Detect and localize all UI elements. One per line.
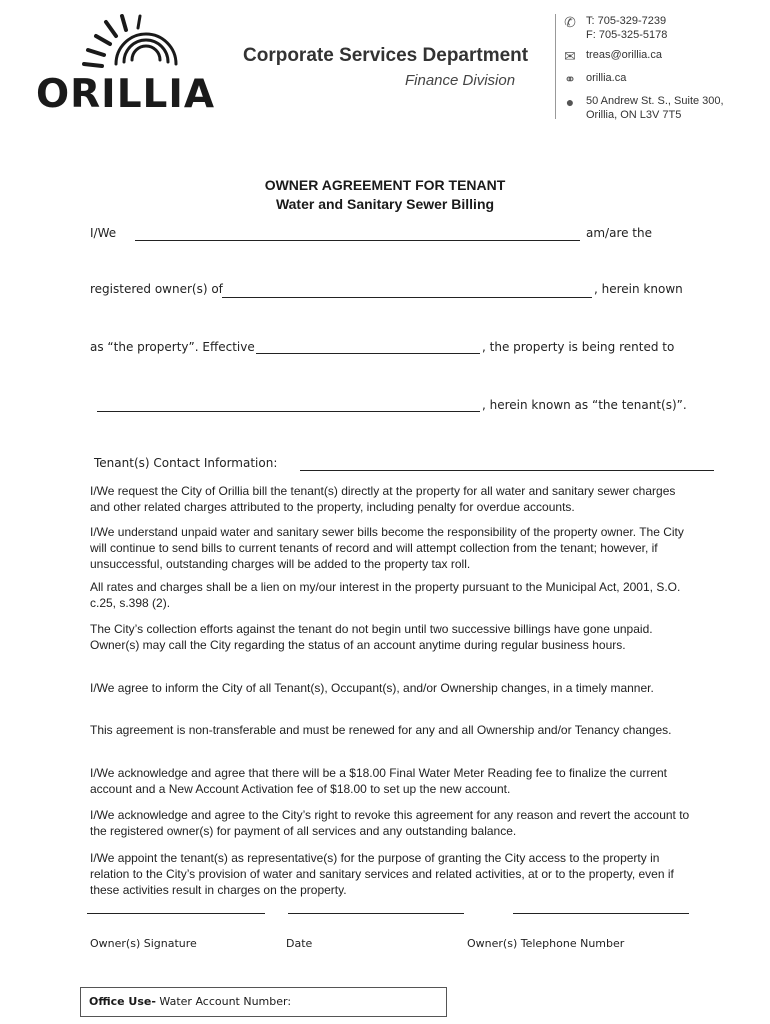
amare-label: am/are the — [586, 226, 652, 240]
form-subtitle: Water and Sanitary Sewer Billing — [275, 196, 495, 212]
registered-owner-label: registered owner(s) of — [90, 282, 223, 296]
being-rented-label: , the property is being rented to — [482, 340, 675, 354]
iwe-label: I/We — [90, 226, 117, 240]
paragraph-unpaid-bills: I/We understand unpaid water and sanitary sewer bills become the responsibility of the property owner. The City will continue to send bills to current tenants of record and will attempt collection from the tenant; however, if unsuccessful, outstanding charges will be added to the property tax roll. — [90, 525, 684, 571]
email-icon: ✉ — [564, 48, 576, 64]
location-pin-icon: ● — [565, 94, 575, 110]
division-title: Finance Division — [405, 72, 516, 89]
contact-email-row — [562, 48, 762, 65]
globe-icon: ⚭ — [564, 71, 576, 87]
owner-phone-label: Owner(s) Telephone Number — [467, 937, 625, 950]
date-label: Date — [286, 937, 313, 950]
email-address: treas@orillia.ca — [586, 49, 662, 61]
paragraph-fees: I/We acknowledge and agree that there will be a $18.00 Final Water Meter Reading fee to finalize the current account and a New Account Activation fee of $18.00 to set up the new account. — [90, 766, 667, 796]
water-account-label: Water Account Number: — [155, 995, 292, 1008]
effective-date-field[interactable] — [256, 353, 480, 354]
tenant-contact-label: Tenant(s) Contact Information: — [94, 456, 278, 470]
paragraph-inform-changes: I/We agree to inform the City of all Tenant(s), Occupant(s), and/or Ownership changes, in a timely manner. — [90, 681, 654, 695]
address-line-2: Orillia, ON L3V 7T5 — [586, 109, 682, 121]
herein-tenant-label: , herein known as “the tenant(s)”. — [482, 398, 687, 412]
owner-phone-field[interactable] — [513, 913, 689, 914]
logo-wordmark: ORILLIA — [36, 72, 216, 117]
contact-phone-row — [562, 14, 762, 42]
paragraph-collection: The City’s collection efforts against the tenant do not begin until two successive billings have gone unpaid. Owner(s) may call the City regarding the status of an account anytime during regular business hours. — [90, 622, 653, 652]
date-field[interactable] — [288, 913, 464, 914]
owner-signature-label: Owner(s) Signature — [90, 937, 197, 950]
paragraph-lien: All rates and charges shall be a lien on my/our interest in the property pursuant to the Municipal Act, 2001, S.O. c.25, s.398 (2). — [90, 580, 681, 610]
sun-rays-icon — [76, 14, 196, 74]
contact-web-row — [562, 71, 762, 88]
owner-signature-field[interactable] — [87, 913, 265, 914]
tenant-contact-field[interactable] — [300, 470, 714, 471]
property-address-field[interactable] — [222, 297, 592, 298]
paragraph-revoke: I/We acknowledge and agree to the City’s right to revoke this agreement for any reason and revert the account to the registered owner(s) for payment of all services and any outstanding balance. — [90, 808, 690, 838]
paragraph-billing-request: I/We request the City of Orillia bill the tenant(s) directly at the property for all water and sanitary sewer charges and other related charges attributed to the property, including penalty for overdue accounts. — [90, 484, 676, 514]
contact-block — [562, 14, 762, 122]
office-use-label: Office Use- — [89, 995, 156, 1008]
paragraph-representative: I/We appoint the tenant(s) as representative(s) for the purpose of granting the City access to the property in relation to the City’s provision of water and sanitary services and related activities, at or to the property, even if these activities result in charges on the property. — [90, 851, 674, 897]
website: orillia.ca — [586, 72, 627, 84]
fax-number: F: 705-325-5178 — [586, 29, 668, 41]
office-use-box — [80, 987, 447, 1017]
phone-icon: ✆ — [564, 14, 576, 30]
phone-number: T: 705-329-7239 — [586, 15, 667, 27]
department-title: Corporate Services Department — [243, 45, 529, 66]
herein-known-label: , herein known — [594, 282, 683, 296]
address-line-1: 50 Andrew St. S., Suite 300, — [586, 95, 724, 107]
paragraph-non-transferable: This agreement is non-transferable and must be renewed for any and all Ownership and/or Tenancy changes. — [90, 723, 672, 737]
form-title: OWNER AGREEMENT FOR TENANT — [264, 177, 506, 193]
owner-name-field[interactable] — [135, 240, 580, 241]
contact-address-row — [562, 94, 762, 122]
header-divider — [555, 14, 556, 119]
tenant-name-field[interactable] — [97, 411, 480, 412]
as-property-label: as “the property”. Effective — [90, 340, 255, 354]
